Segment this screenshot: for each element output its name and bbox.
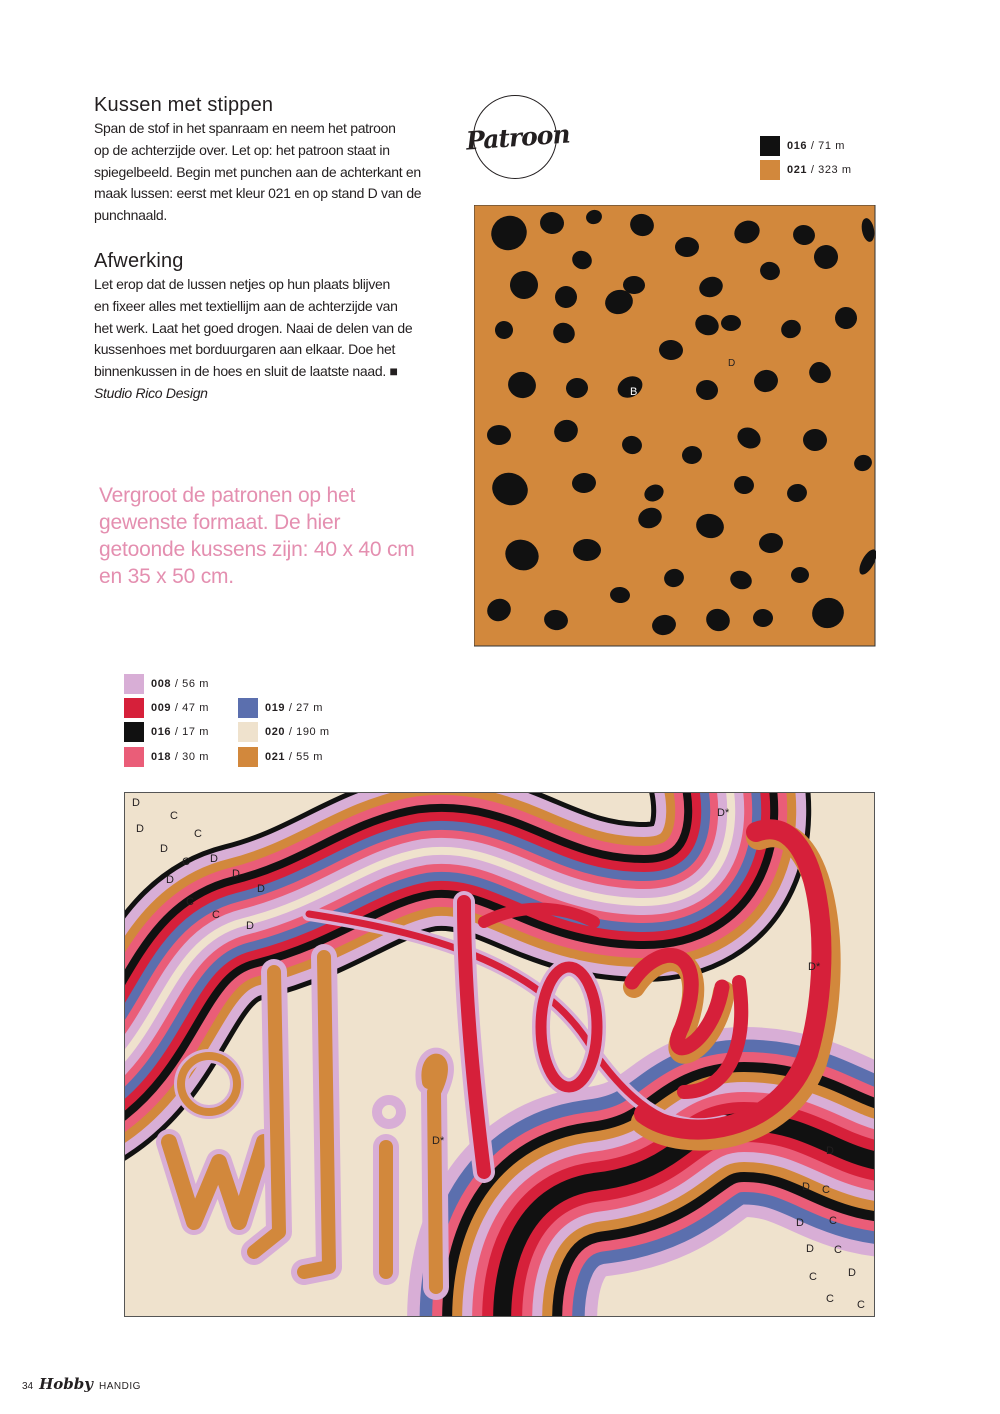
stitch-label: C [829,1215,837,1227]
patroon-label: Patroon [465,118,571,156]
stitch-label: D [802,1181,810,1193]
stitch-label: D [848,1267,856,1279]
color-code: 009 [151,702,172,714]
text-line: en fixeer alles met textiellijm aan de achterzijde van [94,297,398,314]
color-swatch [124,747,144,767]
stitch-label: D [806,1243,814,1255]
color-quantity: / 71 m [810,140,845,152]
stitch-label: D [160,843,168,855]
stitch-label: C [186,896,194,908]
text-line: maak lussen: eerst met kleur 021 en op stand D van de [94,185,422,202]
wave-pattern [124,792,876,1318]
color-swatch [238,722,258,742]
stitch-label: C [834,1244,842,1256]
color-swatch [760,160,780,180]
stitch-label: C [809,1271,817,1283]
legend-item [238,698,323,718]
color-swatch [238,747,258,767]
legend-item [124,674,209,694]
stitch-label: D* [808,961,821,973]
stitch-label: D* [432,1135,445,1147]
color-swatch [238,698,258,718]
color-code: 019 [265,702,286,714]
legend-item [760,136,845,156]
dot-pattern [474,205,876,647]
legend-item [124,698,209,718]
color-quantity: / 27 m [288,702,323,714]
text-line: spiegelbeeld. Begin met punchen aan de achterkant en [94,163,421,180]
stitch-label: C [182,856,190,868]
stitch-label: C [826,1293,834,1305]
stitch-label-d: D [728,358,736,369]
note-line: gewenste formaat. De hier [99,511,341,534]
text-line: op de achterzijde over. Let op: het patroon staat in [94,141,390,158]
stitch-label: D [796,1217,804,1229]
color-code: 016 [787,140,808,152]
magazine-logo: Hobby [39,1375,93,1393]
text-line: kussenhoes met borduurgaren aan elkaar. Doe het [94,341,396,358]
color-swatch [124,722,144,742]
stitch-label-b: B [630,386,638,398]
section-heading-afwerking: Afwerking [94,250,184,272]
stitch-label: D [232,868,240,880]
page-number: 34 [22,1381,34,1392]
stitch-label: D* [717,807,730,819]
page-footer [22,1375,141,1393]
legend-item [760,160,852,180]
legend-item [238,722,330,742]
stitch-label: D [826,1145,834,1157]
note-line: en 35 x 50 cm. [99,565,234,588]
color-swatch [124,698,144,718]
finishing-paragraph [94,274,454,405]
stitch-label: D [132,797,140,809]
patroon-badge [465,95,571,179]
color-quantity: / 56 m [174,678,209,690]
legend-item [124,747,209,767]
color-swatch [124,674,144,694]
color-quantity: / 190 m [288,726,330,738]
color-quantity: / 47 m [174,702,209,714]
color-quantity: / 30 m [174,751,209,763]
color-quantity: / 17 m [174,726,209,738]
color-code: 016 [151,726,172,738]
color-quantity: / 55 m [288,751,323,763]
stitch-label: C [170,810,178,822]
designer-credit: Studio Rico Design [94,384,208,401]
stitch-label: C [212,909,220,921]
text-line: binnenkussen in de hoes en sluit de laatste naad. ■ [94,363,398,380]
text-line: punchnaald. [94,207,167,224]
stitch-label: D [210,853,218,865]
section-heading-kussen: Kussen met stippen [94,94,274,116]
text-line: het werk. Laat het goed drogen. Naai de delen van de [94,319,413,336]
color-swatch [760,136,780,156]
stitch-label: D [136,823,144,835]
legend-item [124,722,209,742]
dot [487,425,511,445]
stitch-label: C [857,1299,865,1311]
stitch-label: D [166,874,174,886]
legend-item [238,747,323,767]
color-code: 018 [151,751,172,763]
note-line: Vergroot de patronen op het [99,484,356,507]
stitch-label: C [194,828,202,840]
color-code: 020 [265,726,286,738]
instructions-paragraph [94,118,454,227]
color-quantity: / 323 m [810,164,852,176]
color-code: 008 [151,678,172,690]
enlarge-note [99,482,459,590]
text-line: Let erop dat de lussen netjes op hun plaats blijven [94,276,391,292]
text-line: Span de stof in het spanraam en neem het patroon [94,120,396,136]
note-line: getoonde kussens zijn: 40 x 40 cm [99,538,415,561]
color-code: 021 [265,751,286,763]
color-code: 021 [787,164,808,176]
stitch-label: D [246,920,254,932]
magazine-logo-suffix: HANDIG [99,1381,141,1392]
stitch-label: D [257,883,265,895]
stitch-label: C [822,1184,830,1196]
